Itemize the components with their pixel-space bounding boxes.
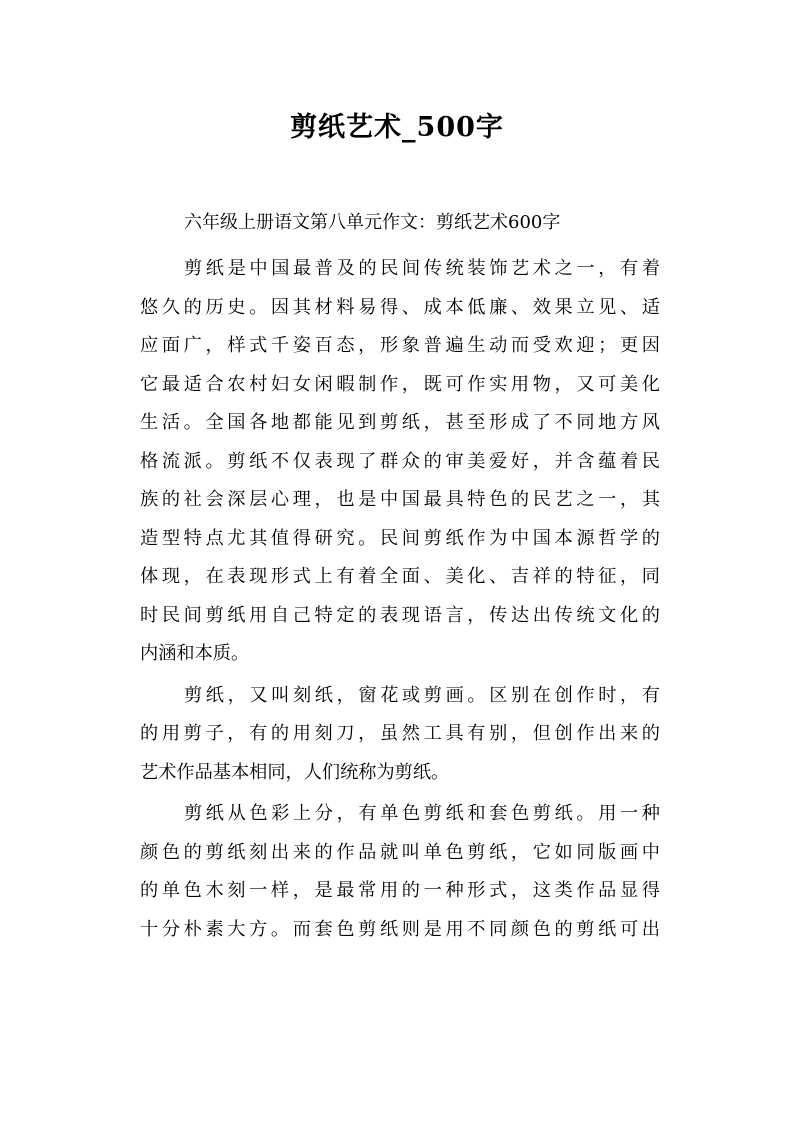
text-line: 格流派。剪纸不仅表现了群众的审美爱好，并含蕴着民 xyxy=(140,450,660,472)
text-line: 的用剪子，有的用刻刀，虽然工具有别，但创作出来的 xyxy=(140,723,660,744)
text-line: 体现，在表现形式上有着全面、美化、吉祥的特征，同 xyxy=(140,566,660,587)
text-line: 造型特点尤其值得研究。民间剪纸作为中国本源哲学的 xyxy=(140,527,660,549)
text-line: 艺术作品基本相同，人们统称为剪纸。 xyxy=(140,761,450,783)
text-line: 时民间剪纸用自己特定的表现语言，传达出传统文化的 xyxy=(140,604,660,626)
paragraph xyxy=(140,677,660,793)
text-line: 颜色的剪纸刻出来的作品就叫单色剪纸，它如同版画中 xyxy=(140,841,660,863)
text-line: 十分朴素大方。而套色剪纸则是用不同颜色的剪纸可出 xyxy=(140,918,660,940)
text-line: 剪纸，又叫刻纸，窗花或剪画。区别在创作时，有 xyxy=(184,684,660,706)
article-body xyxy=(140,250,660,949)
subtitle: 六年级上册语文第八单元作文：剪纸艺术600字 xyxy=(184,212,561,233)
text-line: 生活。全国各地都能见到剪纸，甚至形成了不同地方风 xyxy=(140,412,660,433)
text-line: 剪纸从色彩上分，有单色剪纸和套色剪纸。用一种 xyxy=(184,803,660,824)
text-line: 悠久的历史。因其材料易得、成本低廉、效果立见、适 xyxy=(140,296,660,318)
paragraph xyxy=(140,250,660,674)
text-line: 应面广，样式千姿百态，形象普遍生动而受欢迎；更因 xyxy=(140,335,660,356)
page-title: 剪纸艺术_500字 xyxy=(290,112,504,143)
text-line: 内涵和本质。 xyxy=(140,643,250,664)
text-line: 它最适合农村妇女闲暇制作，既可作实用物，又可美化 xyxy=(140,373,660,395)
text-line: 族的社会深层心理，也是中国最具特色的民艺之一，其 xyxy=(140,489,660,510)
paragraph xyxy=(140,795,660,949)
text-line: 的单色木刻一样，是最常用的一种形式，这类作品显得 xyxy=(140,880,660,901)
text-line: 剪纸是中国最普及的民间传统装饰艺术之一，有着 xyxy=(184,258,660,279)
